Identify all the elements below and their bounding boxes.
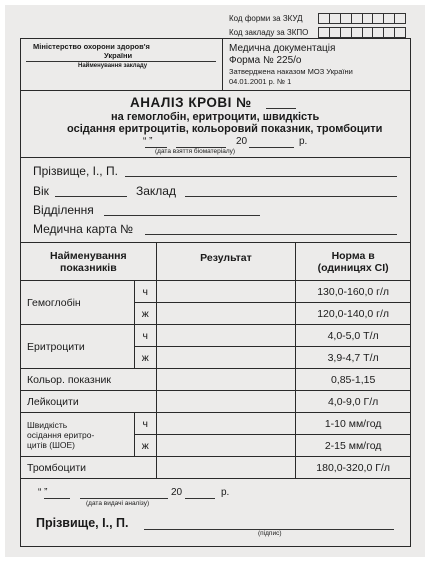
header-indicator-line1: Найменування: [50, 249, 127, 262]
results-table: [20, 242, 411, 479]
table-row: [21, 391, 411, 413]
erythrocytes-male-result-cell[interactable]: [156, 325, 296, 347]
title-sub1: на гемоглобін, еритроцити, швидкість: [111, 111, 320, 123]
issue-date-month-line[interactable]: [80, 498, 168, 499]
table-row: [21, 369, 411, 391]
esr-label-line2: осідання еритро-: [27, 429, 95, 440]
analysis-number-line[interactable]: [266, 108, 296, 109]
erythrocytes-female-result-cell[interactable]: [156, 347, 296, 369]
header-indicator: [21, 243, 157, 281]
esr-female-result-cell[interactable]: [156, 435, 296, 457]
esr-female-gender: ж: [134, 435, 156, 457]
sample-date-year: 20: [236, 136, 248, 147]
patient-age-label: Вік: [33, 184, 49, 198]
doc-info-line1: Медична документація: [229, 43, 336, 54]
hemoglobin-male-result-cell[interactable]: [156, 281, 296, 303]
platelets-label: Тромбоцити: [21, 457, 157, 479]
header-norm-line2: (одиницях СІ): [317, 261, 389, 274]
esr-label-line1: Швидкість: [27, 419, 68, 430]
erythrocytes-female-norm: 3,9-4,7 Т/л: [296, 347, 411, 369]
hemoglobin-label: Гемоглобін: [21, 281, 135, 325]
header-norm: [296, 243, 411, 281]
zkud-code-label: Код форми за ЗКУД: [229, 14, 303, 23]
esr-label-line3: цитів (ШОЕ): [27, 439, 76, 450]
issue-date-suffix: р.: [221, 487, 230, 498]
header-divider-vertical: [222, 38, 223, 90]
table-row: [21, 325, 411, 347]
ministry-line1: Міністерство охорони здоров'я: [33, 42, 150, 51]
esr-male-norm: 1-10 мм/год: [296, 413, 411, 435]
sample-date-quotes: “ ”: [143, 136, 153, 147]
sample-date-suffix: р.: [299, 136, 308, 147]
leukocytes-label: Лейкоцити: [21, 391, 157, 413]
signature-caption: (підпис): [258, 530, 282, 537]
ministry-line2: України: [104, 51, 133, 60]
institution-name-line: [26, 61, 216, 62]
color-index-norm: 0,85-1,15: [296, 369, 411, 391]
department-label: Відділення: [33, 203, 94, 217]
hemoglobin-female-norm: 120,0-140,0 г/л: [296, 303, 411, 325]
table-row: [21, 413, 411, 435]
esr-label: [21, 413, 135, 457]
title-sub2: осідання еритроцитів, кольоровий показник, тромбоцити: [67, 123, 383, 135]
sample-date-caption: (дата взяття біоматеріалу): [155, 148, 236, 155]
sample-date-year-line[interactable]: [249, 147, 294, 148]
patient-name-line[interactable]: [125, 176, 397, 177]
table-header-row: [21, 243, 411, 281]
title-divider: [20, 157, 410, 158]
doc-info-line4: 04.01.2001 р. № 1: [229, 77, 292, 86]
hemoglobin-male-gender: ч: [134, 281, 156, 303]
institution-name-caption: Найменування закладу: [78, 63, 148, 69]
header-result: Результат: [156, 243, 296, 281]
patient-age-line[interactable]: [55, 196, 127, 197]
leukocytes-result-cell[interactable]: [156, 391, 296, 413]
erythrocytes-female-gender: ж: [134, 347, 156, 369]
hemoglobin-female-gender: ж: [134, 303, 156, 325]
department-line[interactable]: [104, 215, 260, 216]
patient-institution-label: Заклад: [136, 184, 176, 198]
issue-date-day-line[interactable]: [44, 498, 70, 499]
header-norm-line1: Норма в: [331, 249, 375, 262]
color-index-label: Кольор. показник: [21, 369, 157, 391]
esr-female-norm: 2-15 мм/год: [296, 435, 411, 457]
table-row: [21, 457, 411, 479]
patient-name-label: Прізвище, І., П.: [33, 164, 118, 178]
hemoglobin-female-result-cell[interactable]: [156, 303, 296, 325]
medical-card-label: Медична карта №: [33, 222, 133, 236]
leukocytes-norm: 4,0-9,0 Г/л: [296, 391, 411, 413]
erythrocytes-male-norm: 4,0-5,0 Т/л: [296, 325, 411, 347]
doc-info-line3: Затверджена наказом МОЗ України: [229, 67, 353, 76]
header-divider-horizontal: [20, 90, 410, 91]
header-indicator-line2: показників: [60, 261, 117, 274]
platelets-norm: 180,0-320,0 Г/л: [296, 457, 411, 479]
form-title: АНАЛІЗ КРОВІ №: [130, 95, 252, 110]
color-index-result-cell[interactable]: [156, 369, 296, 391]
footer-name-label: Прізвище, І., П.: [36, 516, 129, 530]
erythrocytes-label: Еритроцити: [21, 325, 135, 369]
issue-date-year-line[interactable]: [185, 498, 215, 499]
zkpo-code-label: Код закладу за ЗКПО: [229, 28, 309, 37]
esr-male-result-cell[interactable]: [156, 413, 296, 435]
hemoglobin-male-norm: 130,0-160,0 г/л: [296, 281, 411, 303]
table-row: [21, 281, 411, 303]
erythrocytes-male-gender: ч: [134, 325, 156, 347]
medical-card-line[interactable]: [145, 234, 397, 235]
platelets-result-cell[interactable]: [156, 457, 296, 479]
issue-date-year: 20: [171, 487, 183, 498]
issue-date-quotes: “ ”: [38, 487, 48, 498]
issue-date-caption: (дата видачі аналізу): [86, 500, 150, 507]
zkpo-code-cells[interactable]: [318, 27, 406, 38]
doc-info-line2: Форма № 225/о: [229, 55, 302, 66]
patient-institution-line[interactable]: [185, 196, 397, 197]
esr-male-gender: ч: [134, 413, 156, 435]
zkud-code-cells[interactable]: [318, 13, 406, 24]
